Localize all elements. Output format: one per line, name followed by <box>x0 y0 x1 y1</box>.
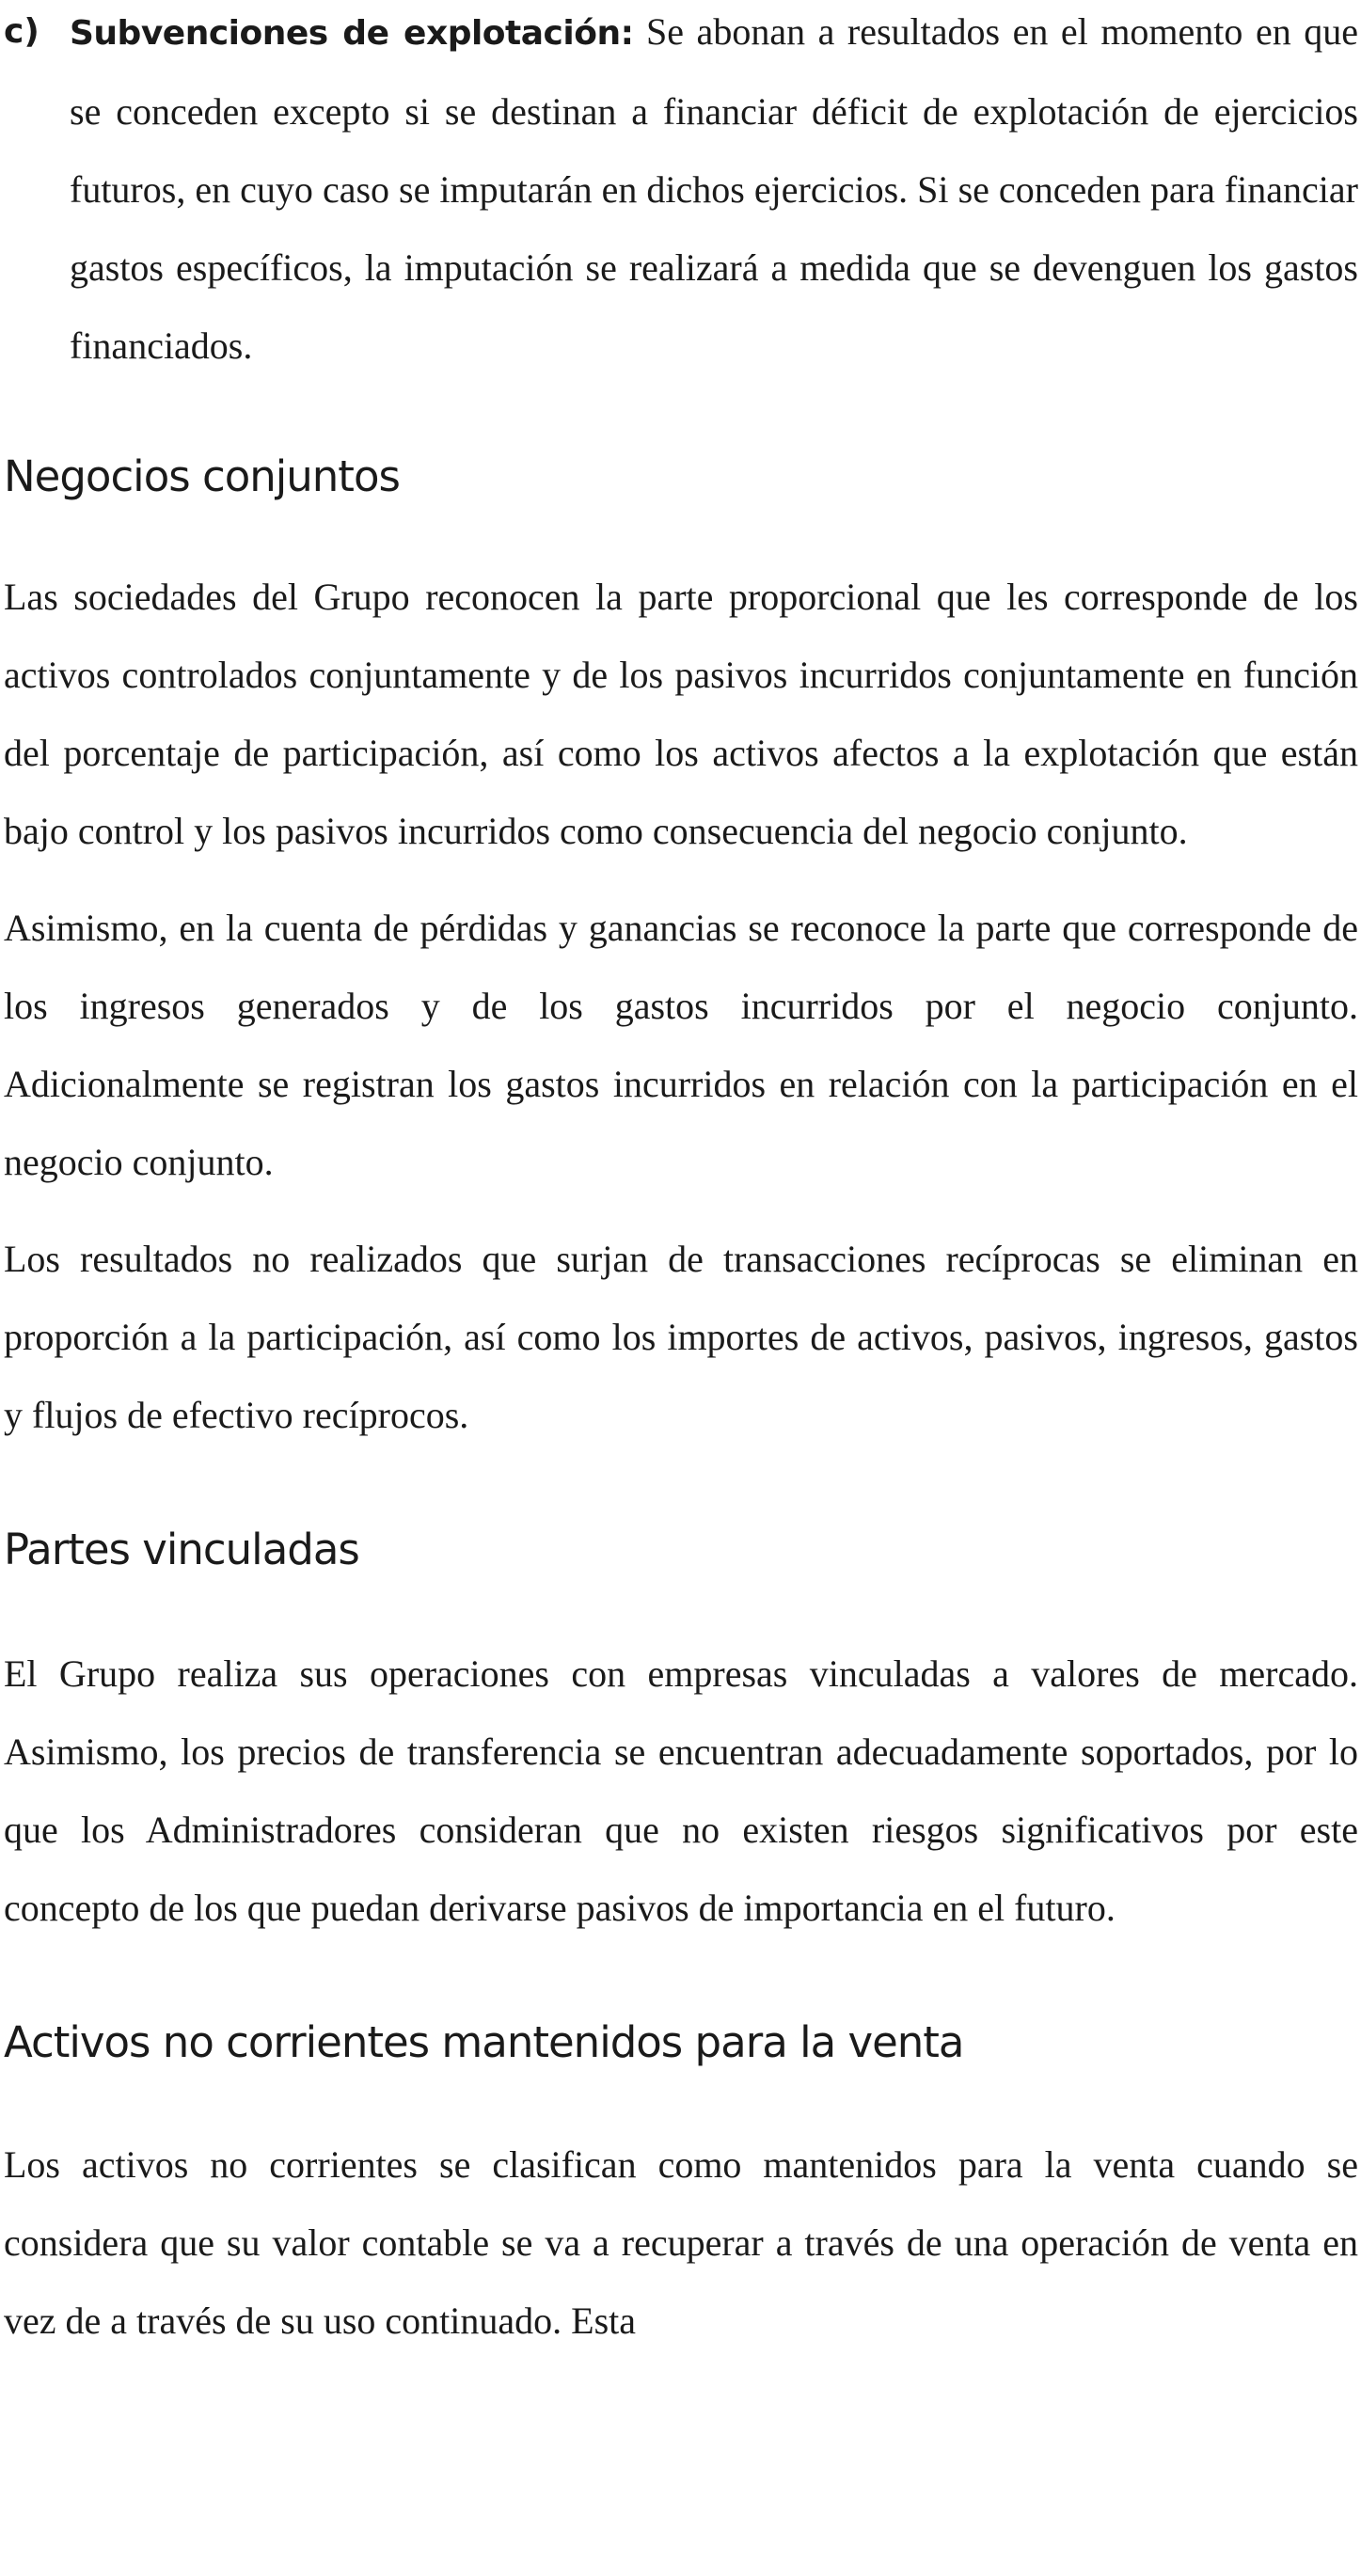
negocios-paragraph-3: Los resultados no realizados que surjan de transacciones recíprocas se eliminan en proporción a la participación, así como los importes de activos, pasivos, ingresos, gastos y flujos de efectivo recíprocos. <box>4 1238 1358 1436</box>
heading-negocios-conjuntos: Negocios conjuntos <box>4 451 400 501</box>
list-marker: c) <box>4 12 40 51</box>
document-page <box>4 0 1358 2360</box>
negocios-paragraph-2: Asimismo, en la cuenta de pérdidas y ganancias se reconoce la parte que corresponde de los ingresos generados y de los gastos incurridos por el negocio conjunto. Adicionalmente se registran los gastos incurridos en relación con la participación en el negocio conjunto. <box>4 907 1358 1183</box>
partes-paragraph-1: El Grupo realiza sus operaciones con empresas vinculadas a valores de mercado. Asimismo, los precios de transferencia se encuentran adecuadamente soportados, por lo que los Administradores consideran que no existen riesgos significativos por este concepto de los que puedan derivarse pasivos de importancia en el futuro. <box>4 1652 1358 1929</box>
negocios-paragraph-1: Las sociedades del Grupo reconocen la parte proporcional que les corresponde de los activos controlados conjuntamente y de los pasivos incurridos conjuntamente en función del porcentaje de participación, así como los activos afectos a la explotación que están bajo control y los pasivos incurridos como consecuencia del negocio conjunto. <box>4 576 1358 852</box>
list-item-c <box>4 0 1358 385</box>
heading-activos-no-corrientes: Activos no corrientes mantenidos para la venta <box>4 2017 964 2067</box>
activos-paragraph-1: Los activos no corrientes se clasifican como mantenidos para la venta cuando se considera que su valor contable se va a recuperar a través de una operación de venta en vez de a través de su uso continuado. Esta <box>4 2143 1358 2342</box>
heading-partes-vinculadas: Partes vinculadas <box>4 1525 359 1574</box>
subvenciones-term: Subvenciones de explotación: <box>70 14 634 53</box>
subvenciones-text: Se abonan a resultados en el momento en que se conceden excepto si se destinan a financiar déficit de explotación de ejercicios futuros, en cuyo caso se imputarán en dichos ejercicios. Si se conceden para financiar gastos específicos, la imputación se realizará a medida que se devenguen los gastos financiados. <box>70 10 1359 367</box>
subvenciones-paragraph <box>70 0 1358 385</box>
